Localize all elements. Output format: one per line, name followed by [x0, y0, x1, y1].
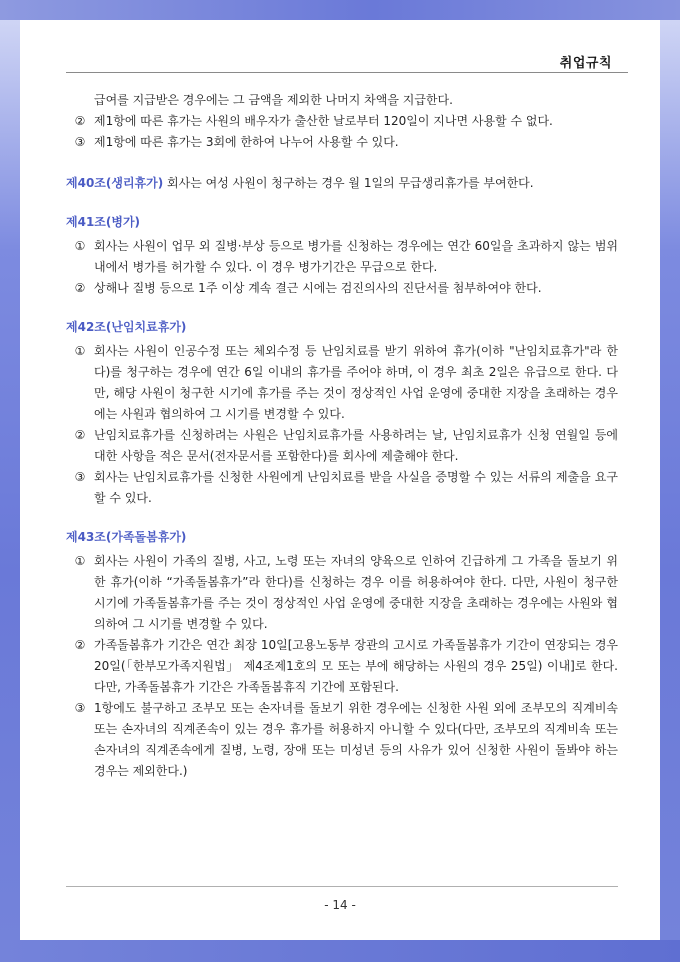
article-40-text: 회사는 여성 사원이 청구하는 경우 월 1일의 무급생리휴가를 부여한다.: [163, 176, 534, 190]
clause-number: ③: [74, 701, 86, 715]
clause-item: [66, 132, 618, 153]
clause-text: 회사는 사원이 업무 외 질병·부상 등으로 병가를 신청하는 경우에는 연간 60일을 초과하지 않는 범위 내에서 병가를 허가할 수 있다. 이 경우 병가기간은 무급으로 한다.: [94, 239, 618, 274]
bottom-decor-band: [0, 940, 680, 962]
header-divider: [66, 72, 628, 73]
article-40: [66, 173, 618, 194]
clause-number: ②: [74, 428, 86, 442]
clause-item: [66, 425, 618, 467]
clause-text: 제1항에 따른 휴가는 3회에 한하여 나누어 사용할 수 있다.: [94, 135, 399, 149]
article-43-title: 제43조(가족돌봄휴가): [66, 530, 187, 544]
continuation-text: 급여를 지급받은 경우에는 그 금액을 제외한 나머지 차액을 지급한다.: [94, 93, 453, 107]
clause-number: ①: [74, 344, 86, 358]
footer-divider: [66, 886, 618, 887]
clause-number: ②: [74, 638, 86, 652]
document-title: 취업규칙: [559, 56, 612, 71]
clause-number: ③: [74, 470, 86, 484]
clause-item: [66, 236, 618, 278]
document-page: [20, 20, 660, 940]
clause-text: 회사는 사원이 인공수정 또는 체외수정 등 난임치료를 받기 위하여 휴가(이하 "난임치료휴가"라 한다)를 청구하는 경우에 연간 6일 이내의 휴가를 주어야 하며, 이 경우 최초 2일은 유급으로 한다. 다만, 해당 사원이 청구한 시기에 휴가를 주는 것이 정상적인 사업 운영에 중대한 지장을 초래하는 경우에는 사원과 협의하여 그 시기를 변경할 수 있다.: [94, 344, 618, 421]
clause-text: 제1항에 따른 휴가는 사원의 배우자가 출산한 날로부터 120일이 지나면 사용할 수 없다.: [94, 114, 553, 128]
clause-number: ①: [74, 554, 86, 568]
clause-item: [66, 467, 618, 509]
page-body: [66, 90, 618, 782]
clause-number: ①: [74, 239, 86, 253]
clause-text: 회사는 사원이 가족의 질병, 사고, 노령 또는 자녀의 양육으로 인하여 긴급하게 그 가족을 돌보기 위한 휴가(이하 “가족돌봄휴가”라 한다)를 신청하는 경우 이를 허용하여야 한다. 다만, 사원이 청구한 시기에 가족돌봄휴가를 주는 것이 정상적인 사업 운영에 중대한 지장을 초래하는 경우에는 사원와 협의하여 그 시기를 변경할 수 있다.: [94, 554, 618, 631]
clause-item: [66, 635, 618, 698]
clause-item: [66, 341, 618, 425]
clause-text: 회사는 난임치료휴가를 신청한 사원에게 난임치료를 받을 사실을 증명할 수 있는 서류의 제출을 요구할 수 있다.: [94, 470, 618, 505]
clause-number: ③: [74, 135, 86, 149]
clause-item: [66, 278, 618, 299]
clause-item: [66, 698, 618, 782]
clause-number: ②: [74, 114, 86, 128]
article-41-title: 제41조(병가): [66, 215, 141, 229]
clause-text: 가족돌봄휴가 기간은 연간 최장 10일[고용노동부 장관의 고시로 가족돌봄휴가 기간이 연장되는 경우 20일(「한부모가족지원법」 제4조제1호의 모 또는 부에 해당하는 사원의 경우 25일) 이내]로 한다. 다만, 가족돌봄휴가 기간은 가족돌봄휴직 기간에 포함된다.: [94, 638, 618, 694]
clause-text: 난임치료휴가를 신청하려는 사원은 난임치료휴가를 사용하려는 날, 난임치료휴가 신청 연월일 등에 대한 사항을 적은 문서(전자문서를 포함한다)를 회사에 제출해야 한다.: [94, 428, 618, 463]
clause-item: [66, 551, 618, 635]
clause-number: ②: [74, 281, 86, 295]
clause-text: 1항에도 불구하고 조부모 또는 손자녀를 돌보기 위한 경우에는 신청한 사원 외에 조부모의 직계비속 또는 손자녀의 직계존속이 있는 경우 휴가를 허용하지 아니할 수 있다(다만, 조부모의 직계비속 또는 손자녀의 직계존속에게 질병, 노령, 장애 또는 미성년 등의 사유가 있어 신청한 사원이 돌봐야 하는 경우는 제외한다.): [94, 701, 618, 778]
clause-text: 상해나 질병 등으로 1주 이상 계속 결근 시에는 검진의사의 진단서를 첨부하여야 한다.: [94, 281, 542, 295]
clause-item: [66, 111, 618, 132]
top-decor-band: [0, 0, 680, 20]
page-number: - 14 -: [324, 898, 356, 912]
article-42-title: 제42조(난임치료휴가): [66, 320, 187, 334]
article-40-title: 제40조(생리휴가): [66, 176, 164, 190]
